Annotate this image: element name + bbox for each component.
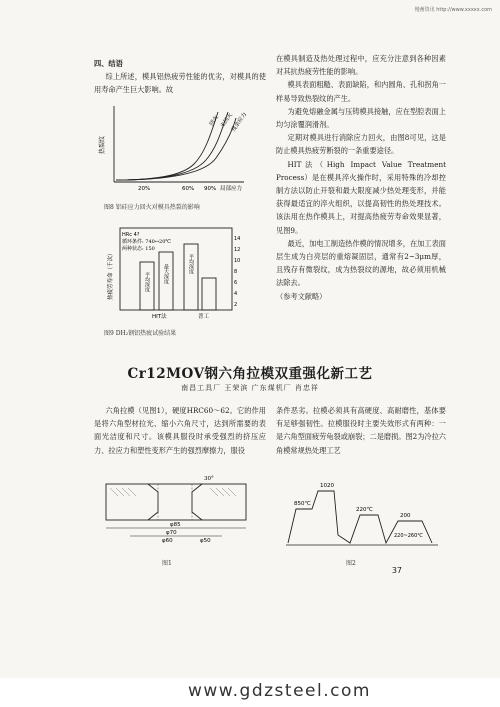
fig8-curve-label-2: 未回火 — [219, 112, 235, 130]
fig2-label-4: 200 — [400, 513, 411, 519]
fig2-label-1: 850℃ — [294, 501, 311, 507]
left-column — [94, 57, 266, 97]
figure-8 — [94, 102, 264, 198]
right-paragraph-5: HIT法（High Impact Value Treatment Process）是在模具淬火操作时，采用特殊的冷却控制方法以防止开裂和最大限度减少热处理变形，并能获得最适宜的淬火组织，以提高韧性的热处理技术。该法用在热作模具上，对提高热疲劳寿命效果显著，见图9。 — [276, 159, 446, 235]
right-paragraph-2: 模具表面粗糙、表面缺陷，和内圆角、孔和拐角一样易导致热裂纹的产生。 — [276, 80, 446, 103]
fig8-curve-1 — [116, 112, 218, 180]
fig8-tick-1: 20% — [138, 186, 151, 192]
right-paragraph-6: 最近，加电工制造热作模的情况增多，在加工表面层生成为白亮层的重熔凝固层，通常有2~3μm厚，且残存有微裂纹，成为热裂纹的源地，故必须用机械法除去。 — [276, 238, 446, 288]
fig9-ytick-2: 2 — [234, 302, 238, 308]
fig9-xlabel-1: HIT法 — [152, 314, 167, 320]
fig2-label-2: 1020 — [320, 483, 334, 489]
fig9-bar-label-1: 平均深度 — [144, 272, 150, 292]
fig9-y-ticks — [234, 236, 240, 308]
fig9-ytick-12: 12 — [234, 247, 241, 253]
article-left-column — [94, 404, 266, 457]
article-left-paragraph: 六角拉模（见图1），硬度HRC60～62。它的作用是将六角型材拉光、缩小六角尺寸，达到所需要的表面光洁度和尺寸。该模具服役时承受强烈的挤压应力、拉应力和塑性变形产生的强烈摩擦力，服役 — [94, 406, 266, 455]
reference-note: （参考文献略） — [276, 291, 327, 301]
page-number: 37 — [391, 566, 402, 575]
fig1-dim-2: φ70 — [166, 530, 177, 536]
figure-1-caption: 图1 — [162, 560, 172, 567]
right-paragraph-1: 在模具制造及热处理过程中，应充分注意到各种因素对其抗热疲劳性能的影响。 — [276, 54, 446, 77]
watermark: www.gdzsteel.com — [188, 681, 371, 701]
header-site-label: 慢畜资讯 http://www.xxxxx.com — [414, 7, 492, 13]
figure-9-plot — [104, 222, 254, 322]
article-title: Cr12MOV钢六角拉模双重强化新工艺 — [127, 366, 373, 382]
fig9-ytick-4: 4 — [234, 291, 238, 297]
fig8-tick-3: 90% — [204, 186, 217, 192]
fig1-dim-3: φ60 — [162, 538, 173, 544]
article-authors: 南昌工具厂 王荣滨 广东煤机厂 肖忠祥 — [181, 384, 319, 392]
fig8-tick-2: 60% — [182, 186, 195, 192]
fig8-curve-label-3: 残余应力 — [230, 111, 249, 134]
figure-2-drawing — [282, 475, 442, 550]
fig9-bar-label-2: 最大深度 — [163, 264, 169, 284]
fig8-ylabel: 热裂纹 — [99, 135, 106, 154]
figure-1 — [100, 470, 260, 545]
figure-9-caption: 图9 DH₂钢铝热疲试验结果 — [104, 330, 177, 337]
figure-8-plot — [94, 102, 264, 198]
fig9-ytick-6: 6 — [234, 280, 238, 286]
fig9-legend-1: HRc 4? — [122, 232, 140, 238]
fig1-angle: 30° — [204, 476, 214, 482]
fig8-xlabel: 局部应力 — [220, 186, 243, 192]
fig1-dim-1: φ85 — [170, 522, 181, 528]
fig2-label-3: 220℃ — [356, 507, 373, 513]
figure-8-caption: 图8 铝硅应力回火对模具热裂的影响 — [104, 204, 200, 211]
figure-1-drawing — [100, 470, 260, 545]
fig9-legend-2: 循环条件: 740↔20℃ — [122, 239, 171, 245]
fig9-bar-4 — [202, 278, 216, 310]
fig8-curve-3 — [116, 118, 236, 180]
fig9-ylabel: 热疲劳寿命（千次） — [108, 250, 114, 300]
fig1-dim-4: φ50 — [200, 538, 211, 544]
figure-2-caption: 图2 — [346, 560, 356, 567]
right-column — [276, 52, 446, 303]
article-right-paragraph: 条件恶劣。拉模必须具有高硬度、高耐磨性，基体要有足够强韧性。拉模服役时主要失效形式有两种：一是六角型面疲劳龟裂或崩裂；二是磨损。图2为冷拉六角模常规热处理工艺 — [276, 406, 446, 455]
fig9-bar-label-3: 平均深度 — [188, 254, 194, 274]
fig9-ytick-8: 8 — [234, 269, 238, 275]
fig9-ytick-14: 14 — [234, 236, 241, 242]
figure-9 — [104, 222, 254, 322]
right-paragraph-4: 定期对模具进行消除应力回火，由图8可见，这是防止模具热疲劳断裂的一条重要途径。 — [276, 133, 446, 156]
fig8-curve-label-1: 回火 — [208, 114, 220, 128]
section-heading: 四、结语 — [94, 59, 123, 68]
article-right-column — [276, 404, 446, 457]
right-paragraph-3: 为避免熔融金属与压铸模具接触，应在型腔表面上均匀涂覆润滑剂。 — [276, 106, 446, 130]
fig9-legend-3: 两种状态: 150 — [122, 246, 155, 252]
fig9-xlabel-2: 普工 — [198, 314, 210, 320]
fig9-ytick-10: 10 — [234, 258, 241, 264]
figure-2 — [282, 475, 442, 550]
fig2-label-5: 220~260℃ — [394, 533, 423, 539]
conclusion-paragraph: 综上所述，模具铝热疲劳性能的优劣，对模具的使用寿命产生巨大影响。故 — [94, 72, 266, 95]
